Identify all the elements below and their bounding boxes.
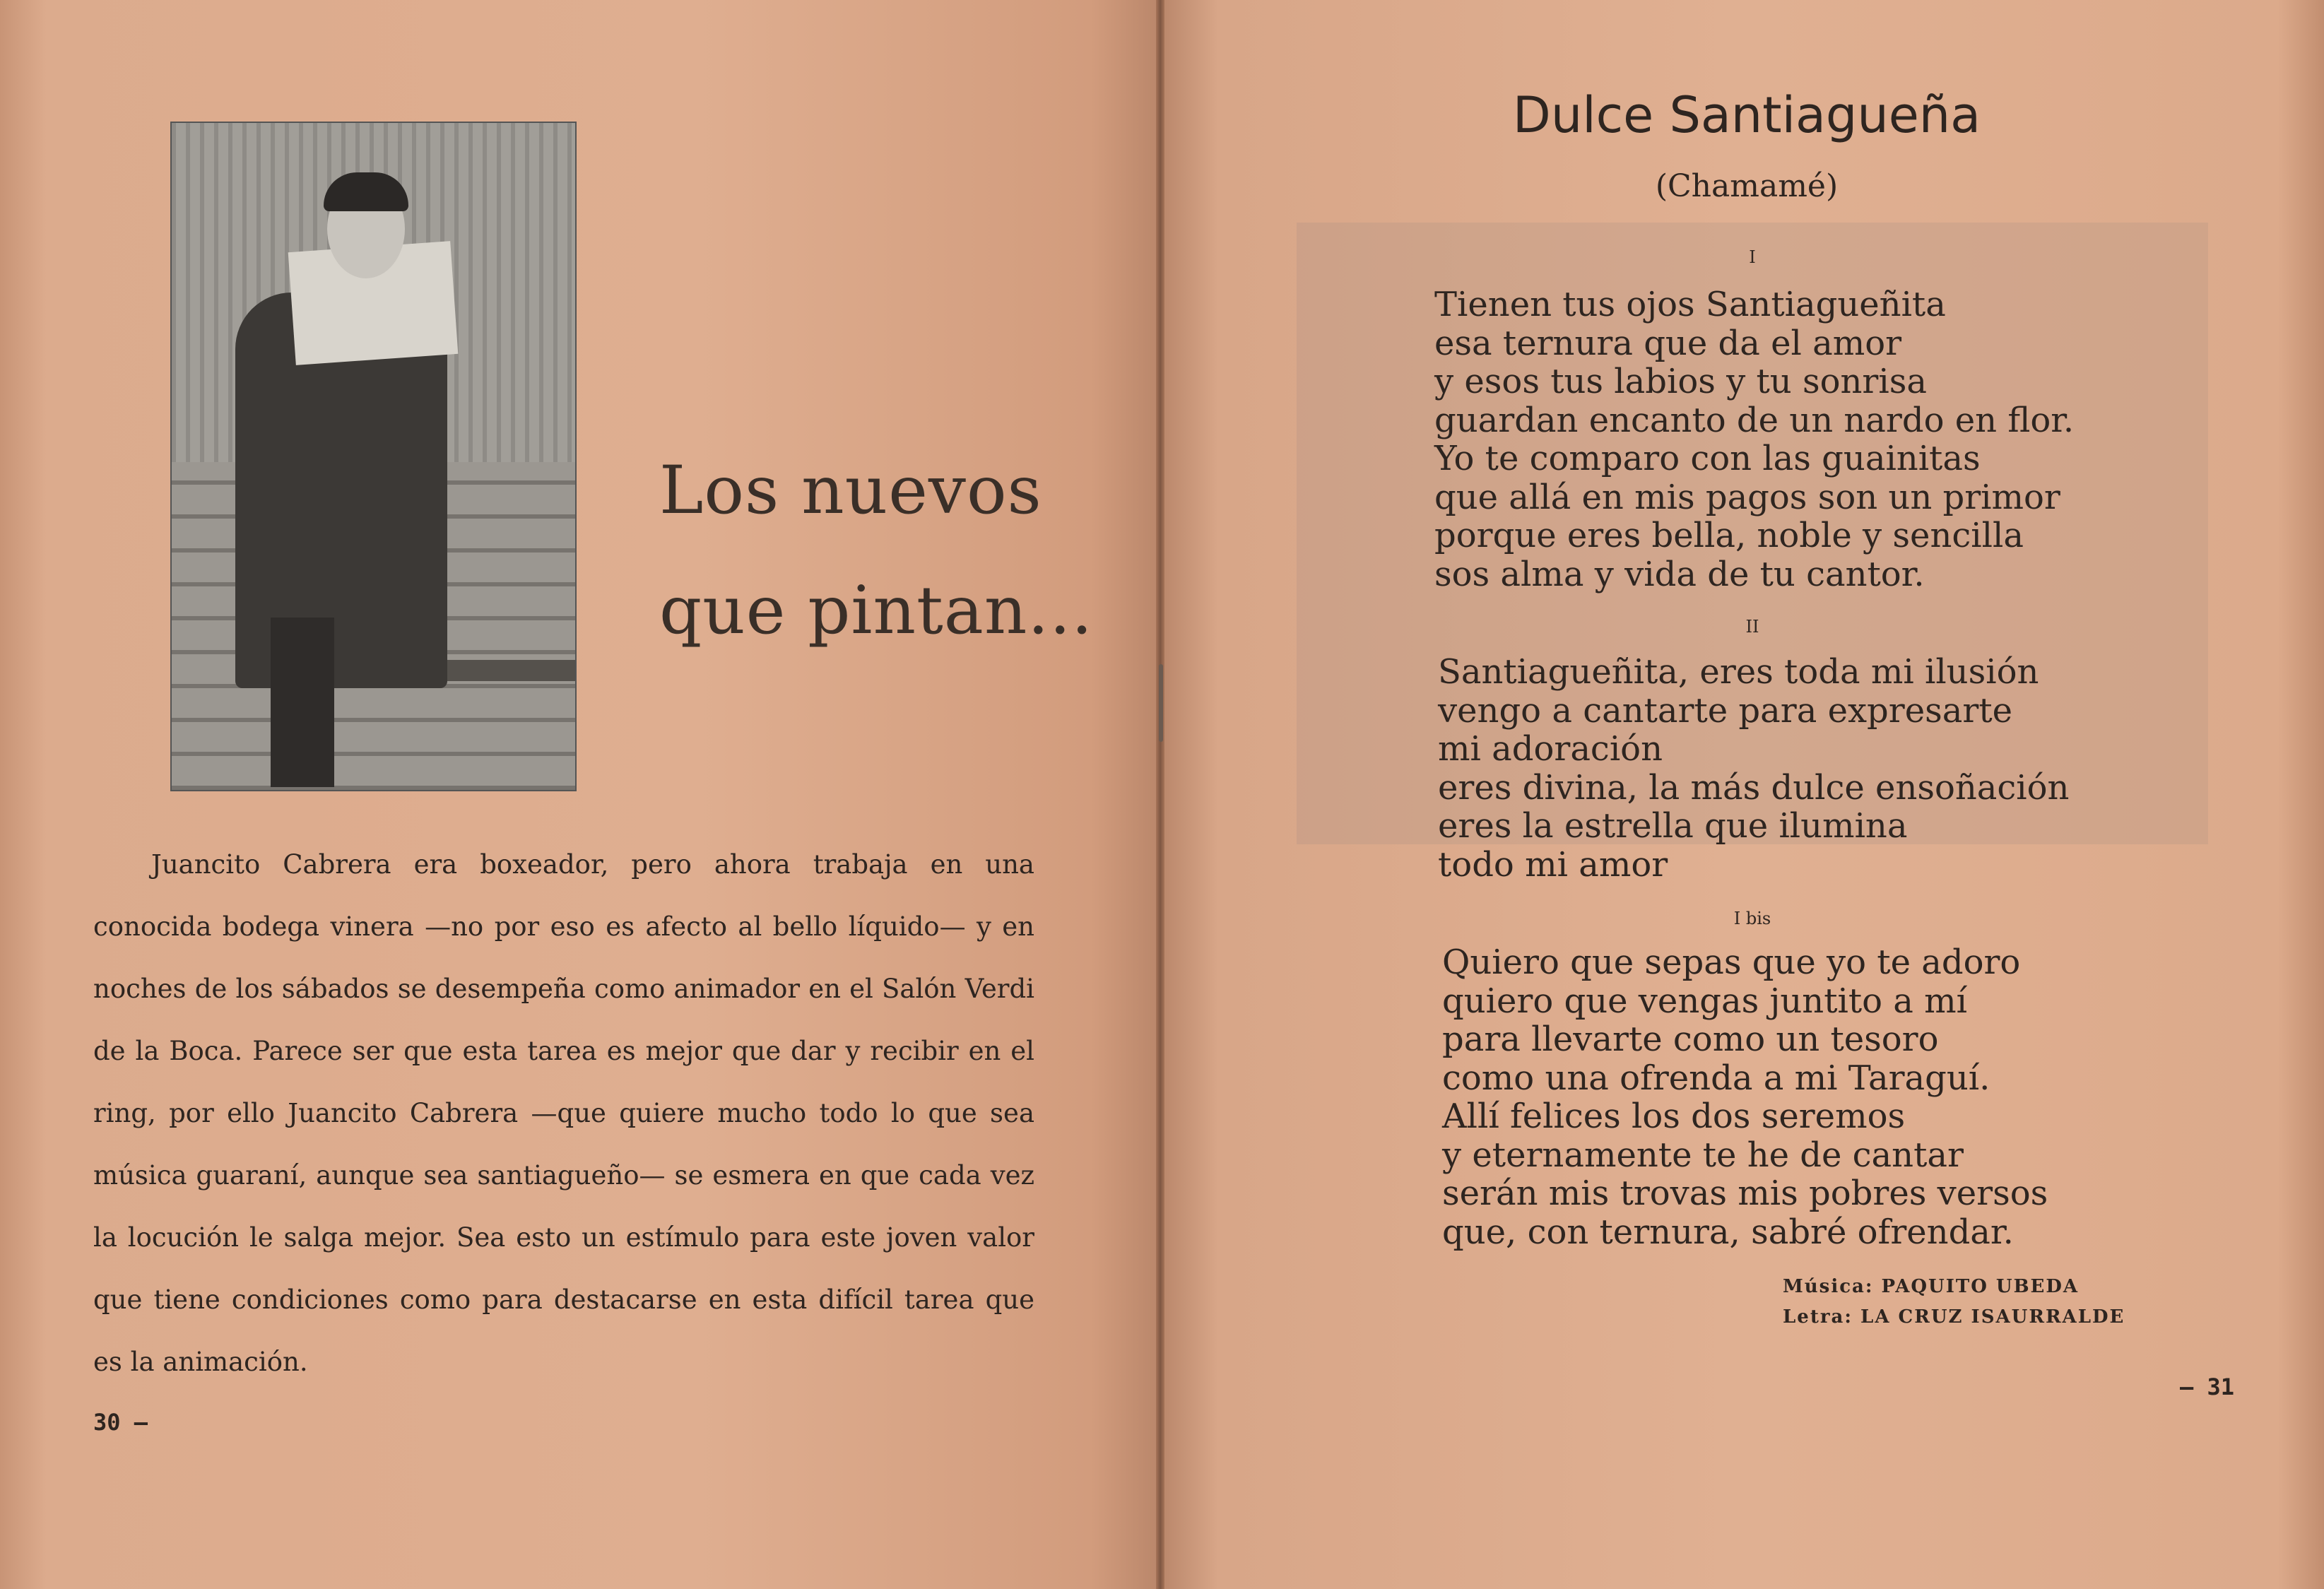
stanza-label: II xyxy=(1745,617,1759,637)
verse-line: Quiero que sepas que yo te adoro xyxy=(1442,943,2021,982)
staple xyxy=(1159,664,1163,742)
book-spine xyxy=(1156,0,1164,1589)
stanza xyxy=(1442,943,2048,1251)
song-title: Dulce Santiagueña xyxy=(1512,86,1981,144)
verse-line: quiero que vengas juntito a mí xyxy=(1442,981,1968,1021)
verse-line: que allá en mis pagos son un primor xyxy=(1434,477,2060,517)
lyrics-label: Letra: xyxy=(1783,1306,1853,1328)
verse-line: vengo a cantarte para expresarte xyxy=(1438,690,2013,731)
verse-line: esa ternura que da el amor xyxy=(1434,323,1902,363)
song-subtitle: (Chamamé) xyxy=(1655,168,1839,204)
page-number-right: — 31 xyxy=(2180,1374,2235,1400)
credits-lyrics xyxy=(1783,1306,2125,1328)
article-title-line1: Los nuevos xyxy=(659,452,1042,529)
music-author: PAQUITO UBEDA xyxy=(1881,1276,2080,1297)
lyrics-author: LA CRUZ ISAURRALDE xyxy=(1860,1306,2125,1328)
verse-line: y eternamente te he de cantar xyxy=(1442,1135,1964,1175)
credits-music xyxy=(1783,1276,2079,1297)
page-number-left: 30 — xyxy=(93,1409,148,1436)
verse-line: guardan encanto de un nardo en flor. xyxy=(1434,400,2075,440)
verse-line: que, con ternura, sabré ofrendar. xyxy=(1442,1212,2014,1252)
verse-line: y esos tus labios y tu sonrisa xyxy=(1434,362,1927,401)
verse-line: Santiagueñita, eres toda mi ilusión xyxy=(1438,652,2039,692)
article-body: Juancito Cabrera era boxeador, pero ahora trabaja en una conocida bodega vinera —no por eso es afecto al bello líquido— y en noches de los sábados se desempeña como animador en el Salón Verdi de la Boca. Parece ser que esta tarea es mejor que dar y recibir en el ring, por ello Juancito Cabrera —que quiere mucho todo lo que sea música guaraní, aunque sea santiagueño— se esmera en que cada vez la locución le salga mejor. Sea esto un estímulo para este joven valor que tiene condiciones como para destacarse en esta difícil tarea que es la animación. xyxy=(93,849,1034,1377)
music-label: Música: xyxy=(1783,1276,1874,1297)
stanza xyxy=(1434,285,2074,593)
verse-line: mi adoración xyxy=(1438,729,1663,769)
verse-line: Yo te comparo con las guainitas xyxy=(1434,439,1981,478)
verse-line: porque eres bella, noble y sencilla xyxy=(1434,516,2024,555)
verse-line: sos alma y vida de tu cantor. xyxy=(1434,554,1925,594)
stanza-label: I xyxy=(1749,247,1756,267)
verse-line: serán mis trovas mis pobres versos xyxy=(1442,1174,2048,1213)
left-page xyxy=(0,0,1160,1589)
verse-line: Allí felices los dos seremos xyxy=(1442,1097,1906,1136)
verse-line: eres la estrella que ilumina xyxy=(1438,806,1908,846)
stanza-label: I bis xyxy=(1733,909,1771,928)
verse-line: para llevarte como un tesoro xyxy=(1442,1020,1939,1059)
article-title-line2: que pintan... xyxy=(659,572,1093,649)
stanza xyxy=(1438,653,2069,884)
verse-line: Tienen tus ojos Santiagueñita xyxy=(1434,285,1946,324)
photo-man-reading xyxy=(170,122,577,791)
verse-line: eres divina, la más dulce ensoñación xyxy=(1438,767,2070,808)
verse-line: como una ofrenda a mi Taraguí. xyxy=(1442,1058,1990,1098)
verse-line: todo mi amor xyxy=(1438,844,1668,885)
